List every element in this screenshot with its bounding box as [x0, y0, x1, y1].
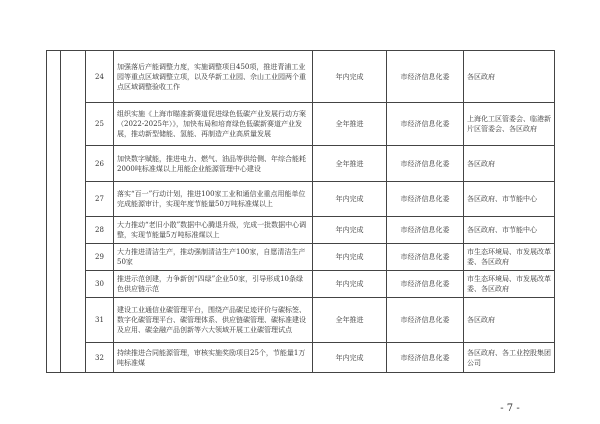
completion-timeline: 年内完成 — [313, 182, 387, 217]
task-content: 持续推进合同能源管理，审核实施奖励项目25个，节能量1万吨标准煤 — [114, 343, 313, 373]
task-content: 组织实施《上海市瞄准新赛道促进绿色低碳产业发展行动方案（2022-2025年）》，加快布局和培育绿色低碳新赛道产业发展，推动新型储能、氢能、再制造产业高质量发展 — [114, 103, 313, 146]
row-number: 29 — [86, 244, 114, 271]
table-row — [47, 182, 555, 217]
table-row — [47, 51, 555, 103]
table-row — [47, 298, 555, 343]
table-row — [47, 146, 555, 182]
row-number: 28 — [86, 217, 114, 244]
table-body — [47, 51, 555, 373]
lead-department: 市经济信息化委 — [387, 182, 464, 217]
completion-timeline: 全年推进 — [313, 146, 387, 182]
task-table — [46, 50, 555, 373]
row-number: 27 — [86, 182, 114, 217]
row-number: 26 — [86, 146, 114, 182]
task-content: 加强落后产能调整力度，实施调整项目450项，推进青浦工业园等重点区域调整立项，以及华新工业园、佘山工业园两个重点区域调整验收工作 — [114, 51, 313, 103]
row-number: 30 — [86, 271, 114, 298]
table-row — [47, 217, 555, 244]
lead-department: 市经济信息化委 — [387, 146, 464, 182]
page-number: - 7 - — [500, 403, 520, 414]
completion-timeline: 年内完成 — [313, 244, 387, 271]
responsible-units: 各区政府 — [464, 51, 555, 103]
task-content: 落实“百一”行动计划，推进100家工业和通信业重点用能单位完成能源审计，实现年度节能量50万吨标准煤以上 — [114, 182, 313, 217]
row-number: 31 — [86, 298, 114, 343]
responsible-units: 各区政府 — [464, 298, 555, 343]
task-content: 建设工业通信业碳管理平台，围绕产品碳足迹评价与碳标签、数字化碳管理平台、碳管理体系、供应链碳管理、碳标准建设及应用、碳金融产品创新等六大领域开展工业碳管理试点 — [114, 298, 313, 343]
responsible-units: 市生态环境局、市发展改革委、各区政府 — [464, 271, 555, 298]
completion-timeline: 全年推进 — [313, 298, 387, 343]
row-number: 25 — [86, 103, 114, 146]
merged-blank-cell — [47, 51, 61, 373]
responsible-units: 各区政府 — [464, 146, 555, 182]
row-number: 24 — [86, 51, 114, 103]
lead-department: 市经济信息化委 — [387, 217, 464, 244]
completion-timeline: 年内完成 — [313, 271, 387, 298]
responsible-units: 各区政府、市节能中心 — [464, 217, 555, 244]
table-row — [47, 103, 555, 146]
lead-department: 市经济信息化委 — [387, 103, 464, 146]
row-number: 32 — [86, 343, 114, 373]
completion-timeline: 全年推进 — [313, 103, 387, 146]
completion-timeline: 年内完成 — [313, 51, 387, 103]
task-content: 大力推进清洁生产，推动强制清洁生产100家，自愿清洁生产50家 — [114, 244, 313, 271]
merged-blank-cell — [61, 51, 86, 373]
responsible-units: 市生态环境局、市发展改革委、各区政府 — [464, 244, 555, 271]
lead-department: 市经济信息化委 — [387, 244, 464, 271]
responsible-units: 各区政府、市节能中心 — [464, 182, 555, 217]
completion-timeline: 年内完成 — [313, 343, 387, 373]
lead-department: 市经济信息化委 — [387, 298, 464, 343]
lead-department: 市经济信息化委 — [387, 271, 464, 298]
task-content: 加快数字赋能，推进电力、燃气、油品等供给侧、年综合能耗2000吨标准煤以上用能企业能源管理中心建设 — [114, 146, 313, 182]
responsible-units: 上海化工区管委会、临港新片区管委会、各区政府 — [464, 103, 555, 146]
table-row — [47, 271, 555, 298]
table-row — [47, 244, 555, 271]
table-row — [47, 343, 555, 373]
lead-department: 市经济信息化委 — [387, 51, 464, 103]
lead-department: 市经济信息化委 — [387, 343, 464, 373]
task-content: 大力推动“老旧小散”数据中心腾退升级，完成一批数据中心调整，实现节能量5万吨标准煤以上 — [114, 217, 313, 244]
task-content: 推进示范创建，力争新创“四绿”企业50家，引导形成10条绿色供应链示范 — [114, 271, 313, 298]
responsible-units: 各区政府、各工业控股集团公司 — [464, 343, 555, 373]
completion-timeline: 年内完成 — [313, 217, 387, 244]
